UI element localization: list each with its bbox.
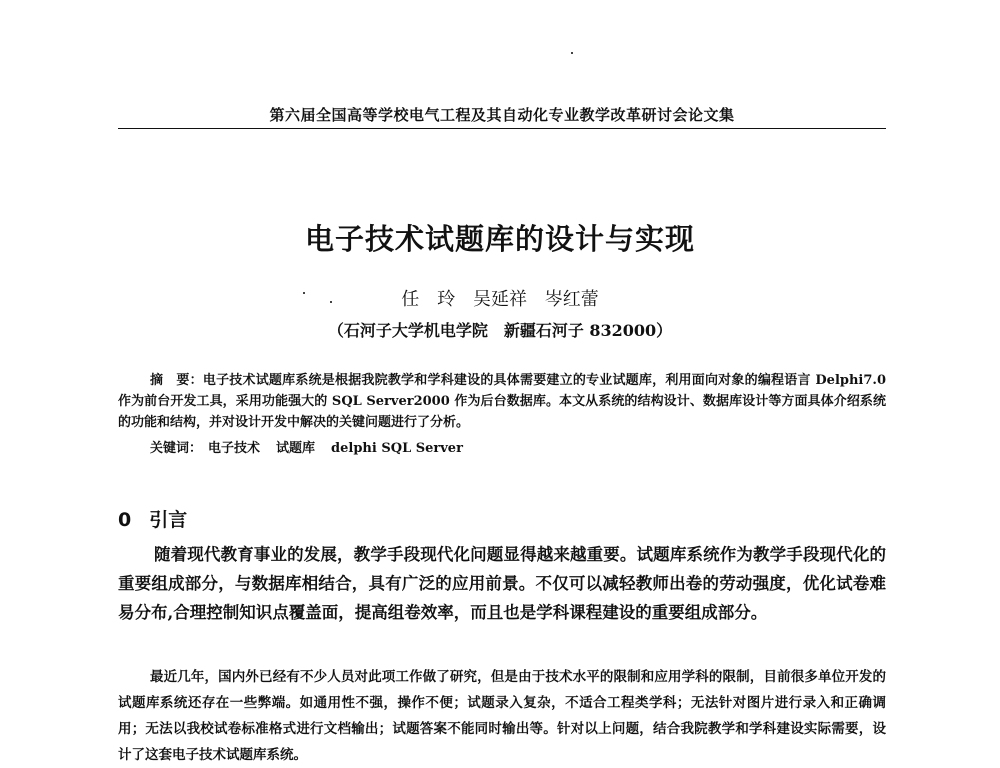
keyword: 试题库 xyxy=(276,441,316,456)
section-number: 0 xyxy=(118,509,132,531)
paper-title: 电子技术试题库的设计与实现 xyxy=(304,222,695,256)
abstract xyxy=(118,370,886,433)
scan-speck xyxy=(571,52,573,54)
keywords-label: 关键词： xyxy=(150,441,203,456)
abstract-label: 摘 要： xyxy=(150,373,203,388)
abstract-text: 电子技术试题库系统是根据我院教学和学科建设的具体需要建立的专业试题库，利用面向对象的编程语言 Delphi7.0 作为前台开发工具，采用功能强大的 SQL Server2000 作为后台数据库。本文从系统的结构设计、数据库设计等方面具体介绍系统的功能和结构，并对设计开发中解决的关键问题进行了分析。 xyxy=(118,373,886,430)
author-name: 吴延祥 xyxy=(473,289,527,310)
keywords xyxy=(150,437,886,456)
section-heading xyxy=(118,505,187,532)
body-paragraph: 最近几年，国内外已经有不少人员对此项工作做了研究，但是由于技术水平的限制和应用学科的限制，目前很多单位开发的试题库系统还存在一些弊端。如通用性不强，操作不便；试题录入复杂，不适合工程类学科；无法针对图片进行录入和正确调用；无法以我校试卷标准格式进行文档输出；试题答案不能同时输出等。针对以上问题，结合我院教学和学科建设实际需要，设计了这套电子技术试题库系统。 xyxy=(118,669,886,763)
keyword: delphi SQL Server xyxy=(331,441,463,456)
keyword: 电子技术 xyxy=(208,441,261,456)
author-list xyxy=(0,285,1000,311)
author-name: 岑红蕾 xyxy=(544,289,599,310)
section-title: 引言 xyxy=(149,509,188,531)
running-header: 第六届全国高等学校电气工程及其自动化专业教学改革研讨会论文集 xyxy=(269,106,735,124)
header-rule xyxy=(118,128,886,129)
affiliation: （石河子大学机电学院 新疆石河子 832000） xyxy=(327,321,673,340)
author-name: 任 玲 xyxy=(401,289,456,310)
body-paragraph: 随着现代教育事业的发展，教学手段现代化问题显得越来越重要。试题库系统作为教学手段现代化的重要组成部分，与数据库相结合，具有广泛的应用前景。不仅可以减轻教师出卷的劳动强度，优化试卷难易分布,合理控制知识点覆盖面，提高组卷效率，而且也是学科课程建设的重要组成部分。 xyxy=(118,545,886,622)
